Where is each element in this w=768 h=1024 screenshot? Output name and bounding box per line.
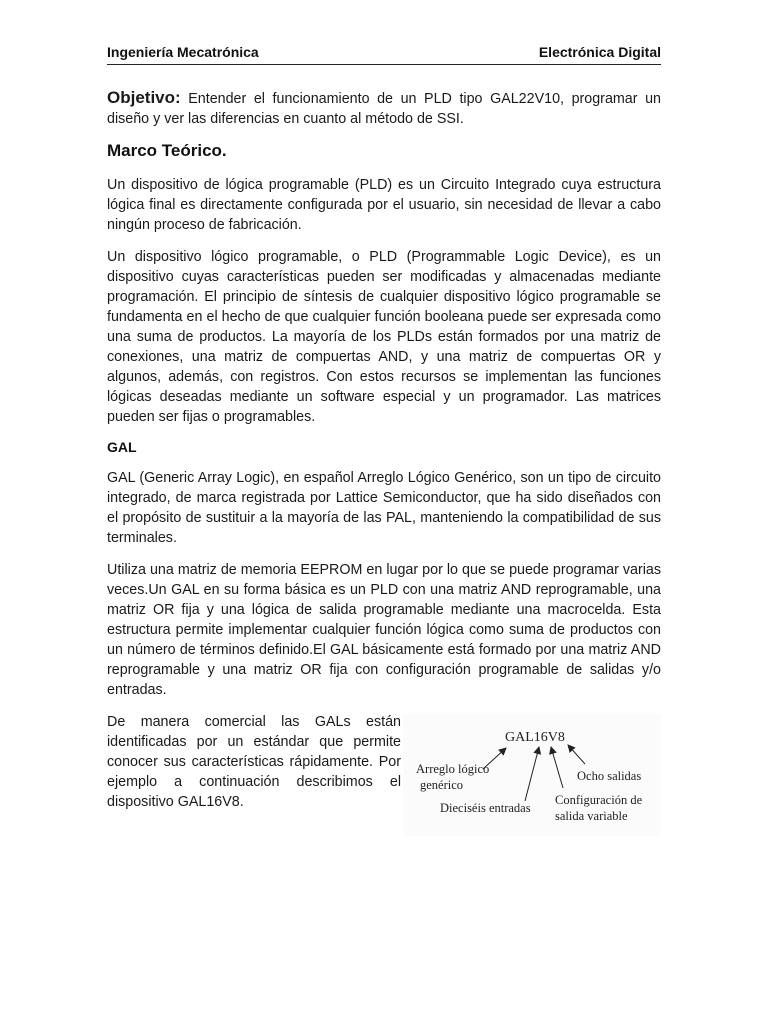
arrow-salidas: [568, 745, 585, 764]
page-header: [107, 44, 661, 65]
header-right-title: Electrónica Digital: [538, 44, 661, 60]
arrow-configuracion: [551, 747, 563, 788]
arrow-entradas: [525, 747, 539, 801]
section-heading-gal: GAL: [107, 439, 137, 455]
document-body: [107, 88, 661, 836]
section-heading-marco-teorico: Marco Teórico.: [107, 141, 227, 160]
objective-text: Entender el funcionamiento de un PLD tipo GAL22V10, programar un diseño y ver las diferencias en cuanto al método de SSI.: [107, 91, 661, 127]
label-salidas: Ocho salidas: [577, 769, 642, 783]
gal16v8-diagram: [403, 714, 661, 836]
label-config-line1: Configuración de: [555, 793, 643, 807]
objective-paragraph: [107, 88, 661, 129]
gal-paragraph-3: De manera comercial las GALs están identificadas por un estándar que permite conocer sus características rápidamente. Por ejemplo a continuación describimos el dispositivo GAL16V8.: [107, 714, 401, 810]
label-entradas: Dieciséis entradas: [440, 801, 531, 815]
gal-paragraph-2: Utiliza una matriz de memoria EEPROM en lugar por lo que se puede programar varias veces.Un GAL en su forma básica es un PLD con una matriz AND reprogramable, una matriz OR fija y una lógica de salida programable mediante una macrocelda. Esta estructura permite implementar cualquier función lógica como suma de productos con un número de términos definido.El GAL básicamente está formado por una matriz AND reprogramable y una matriz OR fija con configuración programable de salidas y/o entradas.: [107, 562, 661, 698]
label-arreglo-line2: genérico: [420, 778, 464, 792]
marco-paragraph-1: Un dispositivo de lógica programable (PLD) es un Circuito Integrado cuya estructura lógica final es directamente configurada por el usuario, sin necesidad de llevar a cabo ningún proceso de fabricación.: [107, 177, 661, 233]
gal16v8-row: [107, 712, 661, 836]
label-arreglo-line1: Arreglo lógico: [416, 762, 490, 776]
gal-paragraph-1: GAL (Generic Array Logic), en español Arreglo Lógico Genérico, son un tipo de circuito integrado, de marca registrada por Lattice Semiconductor, que ha sido diseñados con el propósito de sustituir a la mayoría de las PAL, manteniendo la compatibilidad de sus terminales.: [107, 470, 661, 546]
diagram-part-number: GAL16V8: [505, 730, 565, 745]
header-left-title: Ingeniería Mecatrónica: [107, 44, 259, 60]
marco-paragraph-2: Un dispositivo lógico programable, o PLD (Programmable Logic Device), es un dispositivo cuyas características pueden ser modificadas y almacenadas mediante programación. El principio de síntesis de cualquier dispositivo lógico programable se fundamenta en el hecho de que cualquier función booleana puede ser expresada como una suma de productos. La mayoría de los PLDs están formados por una matriz de conexiones, una matriz de compuertas AND, y una matriz de compuertas OR y algunos, además, con registros. Con estos recursos se implementan las funciones lógicas deseadas mediante un software especial y un programador. Las matrices pueden ser fijas o programables.: [107, 249, 661, 425]
label-config-line2: salida variable: [555, 809, 628, 823]
objective-label: Objetivo:: [107, 88, 181, 107]
